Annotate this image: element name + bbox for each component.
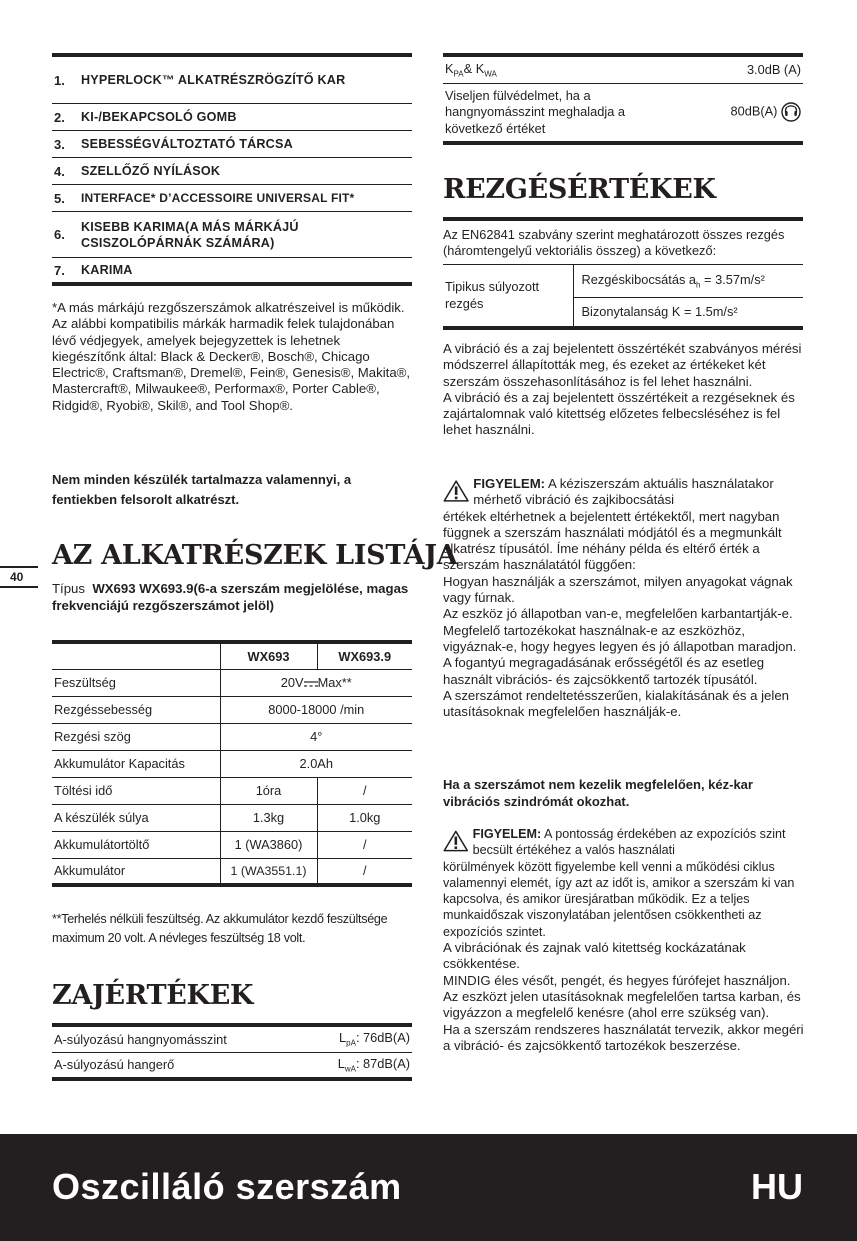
vibration-uncertainty: Bizonytalanság K = 1.5m/s² — [573, 298, 803, 328]
language-code: HU — [751, 1166, 803, 1207]
noise-heading: ZAJÉRTÉKEK — [52, 980, 254, 1011]
warning-2-text: Ha a szerszám rendszeres használatát tervezik, akkor megéri a vibráció- és zajcsökkentő tartozékok beszerzése. — [443, 1021, 804, 1053]
noise-symbol: L — [337, 1055, 345, 1071]
noise-symbol: L — [339, 1030, 347, 1046]
vibration-text-2: A vibráció és a zaj bejelentett összértékeit a rezgéseknek és zajártalomnak való kitettség előzetes felbecsléséhez is fel lehet használni. — [443, 389, 795, 438]
compat-note-1: *A más márkájú rezgőszerszámok alkatrészeivel is működik. — [52, 300, 405, 315]
row-label: Rezgéssebesség — [52, 696, 220, 723]
vibration-emission — [573, 265, 803, 298]
table-row — [52, 1052, 412, 1079]
table-row — [52, 831, 412, 858]
row-label: Rezgési szög — [52, 723, 220, 750]
row-label: Feszültség — [52, 669, 220, 696]
noise-number: : 87dB(A) — [355, 1055, 410, 1071]
warning-2-head — [443, 824, 805, 859]
row-value-wx693: 1 (WA3551.1) — [220, 858, 317, 885]
row-value-wx693: 1óra — [220, 777, 317, 804]
vibration-box — [443, 217, 803, 330]
vibration-text-1: A vibráció és a zaj bejelentett összértékét szabványos mérési módszerrel állapították meg, és ezeket az értékeket két szerszám összehasonlításához is fel lehet használni. — [443, 341, 802, 389]
row-value-wx693: 1 (WA3860) — [220, 831, 317, 858]
row-label: A készülék súlya — [52, 804, 220, 831]
table-row — [52, 777, 412, 804]
kwa-sub: WA — [484, 69, 497, 79]
warning-1-title: FIGYELEM: — [473, 476, 546, 491]
table-header-row — [52, 642, 412, 669]
column-header-wx693-9: WX693.9 — [317, 642, 412, 669]
dc-symbol-icon — [304, 680, 318, 688]
row-label: Akkumulátor Kapacitás — [52, 750, 220, 777]
noise-value — [303, 1025, 412, 1052]
voltage-value — [220, 669, 412, 696]
spec-table — [52, 640, 412, 887]
table-row — [52, 669, 412, 696]
warning-1-text: Hogyan használják a szerszámot, milyen anyagokat vágnak vagy fúrnak. — [443, 573, 793, 606]
warning-triangle-icon — [443, 474, 469, 508]
footer-bar — [0, 1134, 857, 1241]
compat-note — [52, 300, 412, 414]
kpa-table — [443, 53, 803, 145]
part-label: HYPERLOCK™ ALKATRÉSZRÖGZÍTŐ KAR — [81, 73, 346, 87]
table-row — [52, 723, 412, 750]
footer-title: Oszcilláló szerszám — [52, 1166, 402, 1207]
part-number: 5. — [54, 190, 65, 206]
hearing-label: Viseljen fülvédelmet, ha a hangnyomásszint meghaladja a következő értéket — [443, 83, 673, 143]
part-number: 2. — [54, 109, 65, 125]
page-number: 40 — [0, 566, 38, 588]
part-label: KI-/BEKAPCSOLÓ GOMB — [81, 110, 237, 124]
part-item — [52, 185, 412, 212]
warning-2-text: Az eszközt jelen utasításoknak megfelelően tartsa karban, és vigyázzon a megfelelő kenésre (ahol erre szükség van). — [443, 988, 801, 1021]
part-label: SEBESSÉGVÁLTOZTATÓ TÁRCSA — [81, 137, 293, 151]
part-item — [52, 104, 412, 131]
warning-2-title: FIGYELEM: — [472, 827, 542, 841]
ear-protection-icon — [781, 102, 801, 122]
warning-1-text: értékek eltérhetnek a bejelentett értékektől, mert nagyban függnek a szerszám használati módjától és a megmunkált alkatrész típusától. Íme néhány példa és eltérő érték a szerszám használatától függően: — [443, 508, 782, 573]
part-label: SZELLŐZŐ NYÍLÁSOK — [81, 164, 221, 178]
table-row — [52, 858, 412, 885]
type-value: WX693 WX693.9(6-a szerszám megjelölése, magas frekvenciájú rezgőszerszámot jelöl) — [52, 581, 409, 613]
not-all-note: Nem minden készülék tartalmazza valamennyi, a fentiekben felsorolt alkatrészt. — [52, 472, 352, 507]
noise-symbol-sub: pA — [346, 1039, 356, 1049]
table-row — [52, 1025, 412, 1052]
type-label: Típus — [52, 581, 85, 596]
warning-2-text: MINDIG éles vésőt, pengét, és hegyes fúrófejet használjon. — [443, 972, 791, 988]
noise-label: A-súlyozású hangnyomásszint — [52, 1025, 303, 1052]
warning-1-head — [443, 474, 805, 509]
row-value-wx693-9: / — [317, 831, 412, 858]
part-number: 7. — [54, 262, 65, 278]
warning-1-text: Megfelelő tartozékokat használnak-e az eszközhöz, vigyáznak-e, hogy hegyes legyen és jó állapotban maradjon. — [443, 622, 797, 654]
table-row — [52, 750, 412, 777]
table-row — [52, 804, 412, 831]
table-row — [443, 265, 803, 298]
vibration-heading: REZGÉSÉRTÉKEK — [443, 174, 716, 205]
warning-1 — [443, 474, 805, 720]
warning-1-text: Az eszköz jó állapotban van-e, megfelelően karbantartják-e. — [443, 606, 793, 622]
type-line — [52, 581, 412, 614]
part-item — [52, 131, 412, 158]
row-value: 2.0Ah — [220, 750, 412, 777]
voltage-number: 20V — [280, 675, 304, 690]
voltage-suffix: Max** — [317, 675, 352, 690]
part-label: KARIMA — [81, 263, 133, 277]
emission-value: = 3.57m/s² — [700, 272, 765, 288]
hearing-value: 80dB(A) — [730, 103, 778, 119]
compat-note-2: Az alábbi kompatibilis márkák harmadik felek tulajdonában lévő védjegyek, amelyek bejegyzettek is lehetnek kiegészítőnk által: Black & Decker®, Bosch®, Chicago Electric®, Craftsman®, Dremel®, Fein®, Genesis®, Makita®, Mastercraft®, Milwaukee®, Performax®, Porter Cable®, Ridgid®, Ryobi®, Skil®, and Tool Shop®. — [52, 316, 411, 413]
warning-1-text: A szerszámot rendeltetésszerűen, kialakításának és a jelen utasításoknak megfelelően használják-e. — [443, 687, 789, 720]
emission-sub: h — [696, 280, 701, 290]
row-value: 4° — [220, 723, 412, 750]
part-item — [52, 212, 412, 258]
table-row — [52, 696, 412, 723]
row-label: Akkumulátor — [52, 858, 220, 885]
hearing-value-cell — [673, 83, 803, 143]
part-label: INTERFACE* D’ACCESSOIRE UNIVERSAL FIT* — [81, 191, 355, 205]
table-row — [443, 55, 803, 83]
warning-triangle-icon — [443, 824, 469, 858]
vibration-intro: Az EN62841 szabvány szerint meghatározott összes rezgés (háromtengelyű vektoriális összeg) a következő: — [443, 221, 803, 265]
emission-label: Rezgéskibocsátás a — [581, 272, 697, 288]
warning-2-text: A vibrációnak és zajnak való kitettség kockázatának csökkentése. — [443, 940, 746, 972]
noise-symbol-sub: wA — [344, 1064, 356, 1074]
kpa-label — [443, 55, 673, 83]
kpa-sub: PA — [453, 69, 464, 79]
row-value-wx693: 1.3kg — [220, 804, 317, 831]
noise-label: A-súlyozású hangerő — [52, 1052, 303, 1079]
row-label: Akkumulátortöltő — [52, 831, 220, 858]
row-value: 8000-18000 /min — [220, 696, 412, 723]
vibration-label: Tipikus súlyozott rezgés — [445, 279, 540, 312]
kpa-value: 3.0dB (A) — [673, 55, 803, 83]
row-value-wx693-9: / — [317, 858, 412, 885]
parts-list — [52, 53, 412, 286]
column-header-wx693: WX693 — [220, 642, 317, 669]
vibration-text — [443, 341, 803, 439]
part-item — [52, 158, 412, 185]
kwa-symbol: & K — [463, 60, 485, 76]
noise-table — [52, 1023, 412, 1081]
part-number: 1. — [54, 72, 65, 88]
part-item — [52, 57, 412, 104]
warning-2-first: A pontosság érdekében az expozíciós szint becsült értékéhez a valós használati — [472, 827, 786, 858]
warning-2-text: körülmények között figyelembe kell venni a működési ciklus valamennyi elemét, így azt az időt is, amikor a szerszám ki van kapcsolva, és amikor üresjáratban működik. Ez a teljes munkaidőszak viszonylatában jelentősen csökkentheti az expozíciós szintet. — [443, 859, 795, 939]
part-number: 6. — [54, 227, 65, 242]
kpa-symbol: K — [445, 60, 454, 76]
warning-1-first: A kéziszerszám aktuális használatakor mérhető vibráció és zajkibocsátási — [473, 476, 774, 508]
table-row — [443, 83, 803, 143]
part-number: 4. — [54, 163, 65, 179]
warning-2 — [443, 824, 805, 1054]
hav-warning: Ha a szerszámot nem kezelik megfelelően, kéz-kar vibrációs szindrómát okozhat. — [443, 777, 753, 809]
noise-number: : 76dB(A) — [355, 1030, 410, 1046]
row-label: Töltési idő — [52, 777, 220, 804]
part-item — [52, 258, 412, 286]
row-value-wx693-9: / — [317, 777, 412, 804]
vibration-table — [443, 265, 803, 330]
spec-heading: AZ ALKATRÉSZEK LISTÁJA — [52, 540, 458, 571]
voltage-note: **Terhelés nélküli feszültség. Az akkumulátor kezdő feszültsége maximum 20 volt. A névleges feszültség 18 volt. — [52, 912, 388, 945]
part-number: 3. — [54, 136, 65, 152]
row-value-wx693-9: 1.0kg — [317, 804, 412, 831]
warning-1-text: A fogantyú megragadásának erősségétől és az esetleg használt vibrációs- és zajcsökkentő tartozék típusától. — [443, 655, 765, 687]
noise-value — [303, 1052, 412, 1079]
part-label: KISEBB KARIMA(A MÁS MÁRKÁJÚ CSISZOLÓPÁRNÁK SZÁMÁRA) — [81, 219, 299, 250]
